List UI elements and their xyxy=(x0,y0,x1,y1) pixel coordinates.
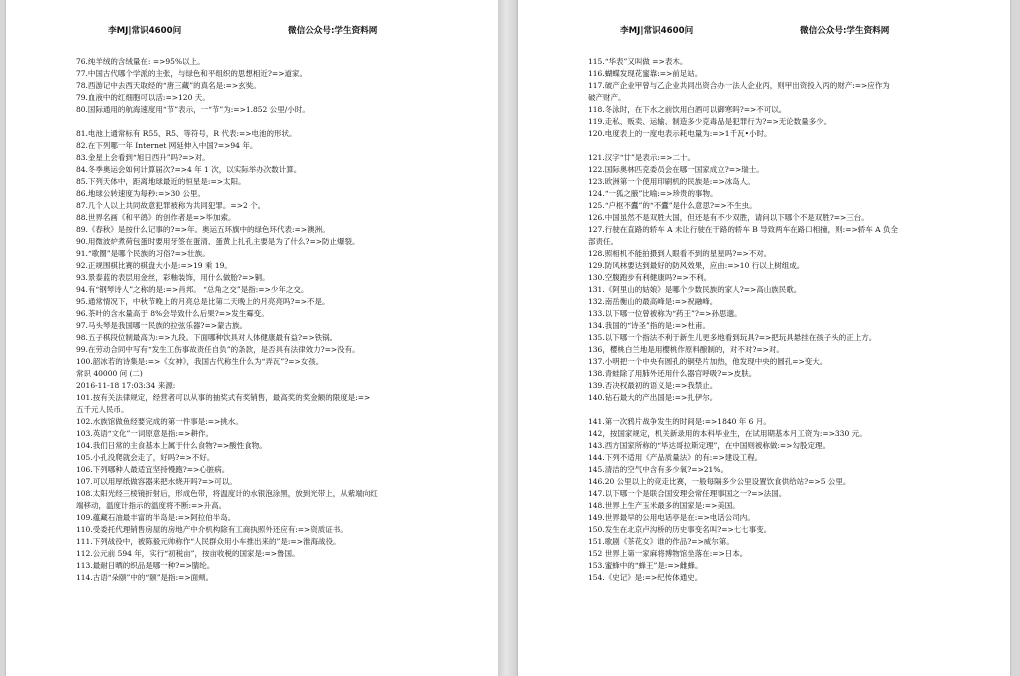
text-line: 148.世界上生产玉米最多的国家是:=>美国。 xyxy=(588,501,740,510)
text-line: 102.水族馆做鱼经要完成的第一件事是:=>挑水。 xyxy=(76,417,243,426)
text-line: 117.破产企业甲曾与乙企业共同出资合办一法人企业丙，则甲出资投入丙的财产:=>应作为 xyxy=(588,81,890,90)
text-line: 122.国际奥林匹克委员会在哪一国家成立?=>瑞士。 xyxy=(588,165,764,174)
text-line: 129.防风林要达到最好的防风效果，应由:=>10 行以上树组成。 xyxy=(588,261,805,270)
page-header xyxy=(518,24,1010,38)
text-line: 105.小孔没爬就会走了，好吗?=>不好。 xyxy=(76,453,215,462)
text-line: 94.有“钢琴诗人”之称的是:=>肖邦。 “总角之交”是指:=>少年之交。 xyxy=(76,285,309,294)
blank-line xyxy=(588,404,986,416)
text-line: 92.正规围棋比赛的棋盘大小是:=>19 乘 19。 xyxy=(76,261,232,270)
text-line: 128.照相机不能拍摄到人眼看不到的星星吗?=>不对。 xyxy=(588,249,772,258)
text-line: 常识 40000 问 (二) xyxy=(76,369,143,378)
text-line: 破产财产。 xyxy=(588,93,626,102)
text-line: 77.中国古代哪个学派的主张，与绿色和平组织的思想相近?=>道家。 xyxy=(76,69,308,78)
text-line: 96.茶叶的含水量高于 8%会导致什么后果?=>发生霉变。 xyxy=(76,309,269,318)
text-line: 145.清洁的空气中含有多少氧?=>21%。 xyxy=(588,465,728,474)
text-line: 81.电池上通常标有 R55、R5、等符号，R 代表:=>电池的形状。 xyxy=(76,129,297,138)
text-line: 131.《阿里山的姑娘》是哪个少数民族的家人?=>高山族民歌。 xyxy=(588,285,802,294)
header-left-title: 李MJ|常识4600问 xyxy=(108,26,182,36)
text-line: 119.走私、贩卖、运输、制造多少克毒品是犯罪行为?=>无论数量多少。 xyxy=(588,117,832,126)
text-line: 116.蝴蝶发现花蜜靠:=>前足站。 xyxy=(588,69,703,78)
text-line: 130.空腹跑步有利健康吗?=>不利。 xyxy=(588,273,712,282)
left-page xyxy=(6,0,498,676)
text-line: 133.以下哪一位曾被称为“药王”?=>孙思邈。 xyxy=(588,309,742,318)
text-line: 80.国际通用的航海速度用“节”表示，一“节”为:=>1.852 公里/小时。 xyxy=(76,105,310,114)
text-line: 149.世界最早的公用电话亭是在:=>电话公司内。 xyxy=(588,513,755,522)
header-left-title: 李MJ|常识4600问 xyxy=(620,26,694,36)
text-line: 79.血液中的红细胞可以活:=>120 天。 xyxy=(76,93,210,102)
header-right-title: 微信公众号:学生资料网 xyxy=(288,26,378,36)
text-line: 109.蕴藏石油最丰富的半岛是:=>阿拉伯半岛。 xyxy=(76,513,236,522)
text-line: 110.受委托代理销售房屋的房地产中介机构除有工商执照外还应有:=>资质证书。 xyxy=(76,525,348,534)
text-line: 87.几个人以上共同故意犯罪被称为共同犯罪。=>2 个。 xyxy=(76,201,266,210)
text-line: 103.英语“文化”一词原意是指:=>耕作。 xyxy=(76,429,213,438)
text-line: 154.《史记》是:=>纪传体通史。 xyxy=(588,573,703,582)
text-line: 121.汉字“廿”是表示:=>二十。 xyxy=(588,153,695,162)
text-line: 140.钻石最大的产出国是:=>扎伊尔。 xyxy=(588,393,718,402)
text-line: 123.欧洲第一个使用印刷机的民族是:=>冰岛人。 xyxy=(588,177,755,186)
right-page-content xyxy=(588,56,986,584)
text-line: 五千元人民币。 xyxy=(76,405,129,414)
text-line: 139.否决权最初的语义是:=>我禁止。 xyxy=(588,381,718,390)
text-line: 146.20 公里以上的竞走比赛，一般每隔多少公里设置饮食供给站?=>5 公里。 xyxy=(588,477,851,486)
text-line: 90.用微波炉煮荷包蛋时要用牙签在蛋清、蛋黄上扎孔主要是为了什么?=>防止爆裂。 xyxy=(76,237,360,246)
text-line: 99.在劳动合同中写有“发生工伤事故责任自负”的条款，是否具有法律效力?=>没有。 xyxy=(76,345,360,354)
text-line: 76.纯羊绒的含绒量在: =>95%以上。 xyxy=(76,57,205,66)
text-line: 136，樱桃白兰地是用樱桃作原料酿制的，对不对?=>对。 xyxy=(588,345,784,354)
text-line: 93.景泰蓝的表层用金丝，彩釉装饰，用什么做胎?=>铜。 xyxy=(76,273,270,282)
text-line: 143.西方国家所称的“毕达哥拉斯定理”，在中国则被称做:=>勾股定理。 xyxy=(588,441,830,450)
text-line: 83.金星上会看到“旭日西升”吗?=>对。 xyxy=(76,153,210,162)
text-line: 124.“一狐之腋”比喻:=>珍贵的事物。 xyxy=(588,189,718,198)
text-line: 95.通常情况下，中秋节晚上的月亮总是比第二天晚上的月亮亮吗?=>不是。 xyxy=(76,297,330,306)
blank-line xyxy=(588,140,986,152)
text-line: 108.太阳光经三棱镜折射后，形成色带，将温度计的水银泡涂黑，放到光带上，从紫端向红 xyxy=(76,489,378,498)
page-header xyxy=(6,24,498,38)
text-line: 111.下列战役中，被陈毅元帅称作“人民群众用小车推出来的”是:=>淮海战役。 xyxy=(76,537,341,546)
text-line: 88.世界名画《和平鸽》的创作者是=>毕加索。 xyxy=(76,213,236,222)
header-right-title: 微信公众号:学生资料网 xyxy=(800,26,890,36)
text-line: 101.按有关法律规定，经营者可以从事的抽奖式有奖销售，最高奖的奖金额的限度是:=> xyxy=(76,393,371,402)
text-line: 153.蜜蜂中的“蜂王”是:=>雌蜂。 xyxy=(588,561,703,570)
text-line: 100.韶冰若的诗集是:=>《女神》，我国古代称生什么为“弄瓦”?=>女孩。 xyxy=(76,357,324,366)
text-line: 134.我国的“诗圣”指的是:=>杜甫。 xyxy=(588,321,710,330)
text-line: 135.以下哪一个指法不利于新生儿更多地看到玩具?=>把玩具悬挂在孩子头的正上方。 xyxy=(588,333,877,342)
text-line: 152 世界上第一家麻将博物馆坐落在:=>日本。 xyxy=(588,549,748,558)
text-line: 91.“歌圈”是哪个民族的习俗?=>壮族。 xyxy=(76,249,210,258)
text-line: 120.电度表上的一度电表示耗电量为:=>1千瓦•小时。 xyxy=(588,129,772,138)
text-line: 86.地球公转速度为每秒:=>30 公里。 xyxy=(76,189,205,198)
text-line: 78.西游记中去西天取经的“唐三藏”的真名是:=>玄奘。 xyxy=(76,81,261,90)
text-line: 113.最耐日晒的织品是哪一种?=>腈纶。 xyxy=(76,561,215,570)
text-line: 114.古语“朵颐”中的“颐”是指:=>面颊。 xyxy=(76,573,214,582)
page-gutter xyxy=(498,0,518,676)
text-line: 144.下列不适用《产品质量法》的有:=>建设工程。 xyxy=(588,453,763,462)
text-line: 107.可以用厚纸做容器来把水烧开吗?=>可以。 xyxy=(76,477,237,486)
text-line: 85.下列天体中，距离地球最近的恒星是:=>太阳。 xyxy=(76,177,246,186)
text-line: 137.小明把一个中央有圆孔的铜垫片加热，他发现中央的圆孔=>变大。 xyxy=(588,357,828,366)
text-line: 125.“户枢不蠹”的“不蠹”是什么意思?=>不生虫。 xyxy=(588,201,757,210)
text-line: 142，按国家规定，机关新录用的本科毕业生，在试用期基本月工资为:=>330 元。 xyxy=(588,429,867,438)
text-line: 2016-11-18 17:03:34 来源: xyxy=(76,381,176,390)
text-line: 84.冬季奥运会如何计算届次?=>4 年 1 次，以实际举办次数计算。 xyxy=(76,165,302,174)
text-line: 端移动，温度计指示的温度将不断:=>升高。 xyxy=(76,501,227,510)
blank-line xyxy=(76,116,474,128)
text-line: 138.青蛙除了用肺外还用什么器官呼吸?=>皮肤。 xyxy=(588,369,757,378)
text-line: 127.行驶在直路的轿车 A 未让行驶在干路的轿车 B 导致两车在路口相撞，则:=>轿车 A 负全 xyxy=(588,225,898,234)
text-line: 104.我们日常的主食基本上属于什么食物?=>酸性食物。 xyxy=(76,441,267,450)
left-page-content xyxy=(76,56,474,584)
text-line: 部责任。 xyxy=(588,237,618,246)
right-page xyxy=(518,0,1010,676)
text-line: 106.下列哪种人最适宜坚持慢跑?=>心脏病。 xyxy=(76,465,230,474)
text-line: 126.中国虽然不是双胜大国，但还是有不少双胜，请问以下哪个不是双胜?=>三台。 xyxy=(588,213,869,222)
text-line: 150.发生在北京卢沟桥的历史事变名叫?=>七七事变。 xyxy=(588,525,772,534)
text-line: 115.“华表”又叫做 =>表木。 xyxy=(588,57,688,66)
text-line: 97.马头琴是我国哪一民族的拉弦乐器?=>蒙古族。 xyxy=(76,321,248,330)
text-line: 118.冬泳时，在下水之前饮用白酒可以御寒吗?=>不可以。 xyxy=(588,105,787,114)
text-line: 132.南岳衡山的最高峰是:=>祝融峰。 xyxy=(588,297,718,306)
text-line: 147.以下哪一个是联合国安理会常任理事国之一?=>法国。 xyxy=(588,489,787,498)
text-line: 89.《春秋》是按什么记事的?=>年。奥运五环旗中的绿色环代表:=>澳洲。 xyxy=(76,225,330,234)
text-line: 98.五子棋段位制最高为:=>九段。下面哪种饮具对人体健康最有益?=>铁锅。 xyxy=(76,333,338,342)
text-line: 151.歌剧《茶花女》谁的作品?=>威尔第。 xyxy=(588,537,734,546)
text-line: 82.在下列哪一年 Internet 网延伸入中国?=>94 年。 xyxy=(76,141,258,150)
text-line: 112.公元前 594 年，实行“初税亩”，按亩收税的国家是:=>鲁国。 xyxy=(76,549,300,558)
text-line: 141.第一次鸦片战争发生的时间是:=>1840 年 6 月。 xyxy=(588,417,771,426)
